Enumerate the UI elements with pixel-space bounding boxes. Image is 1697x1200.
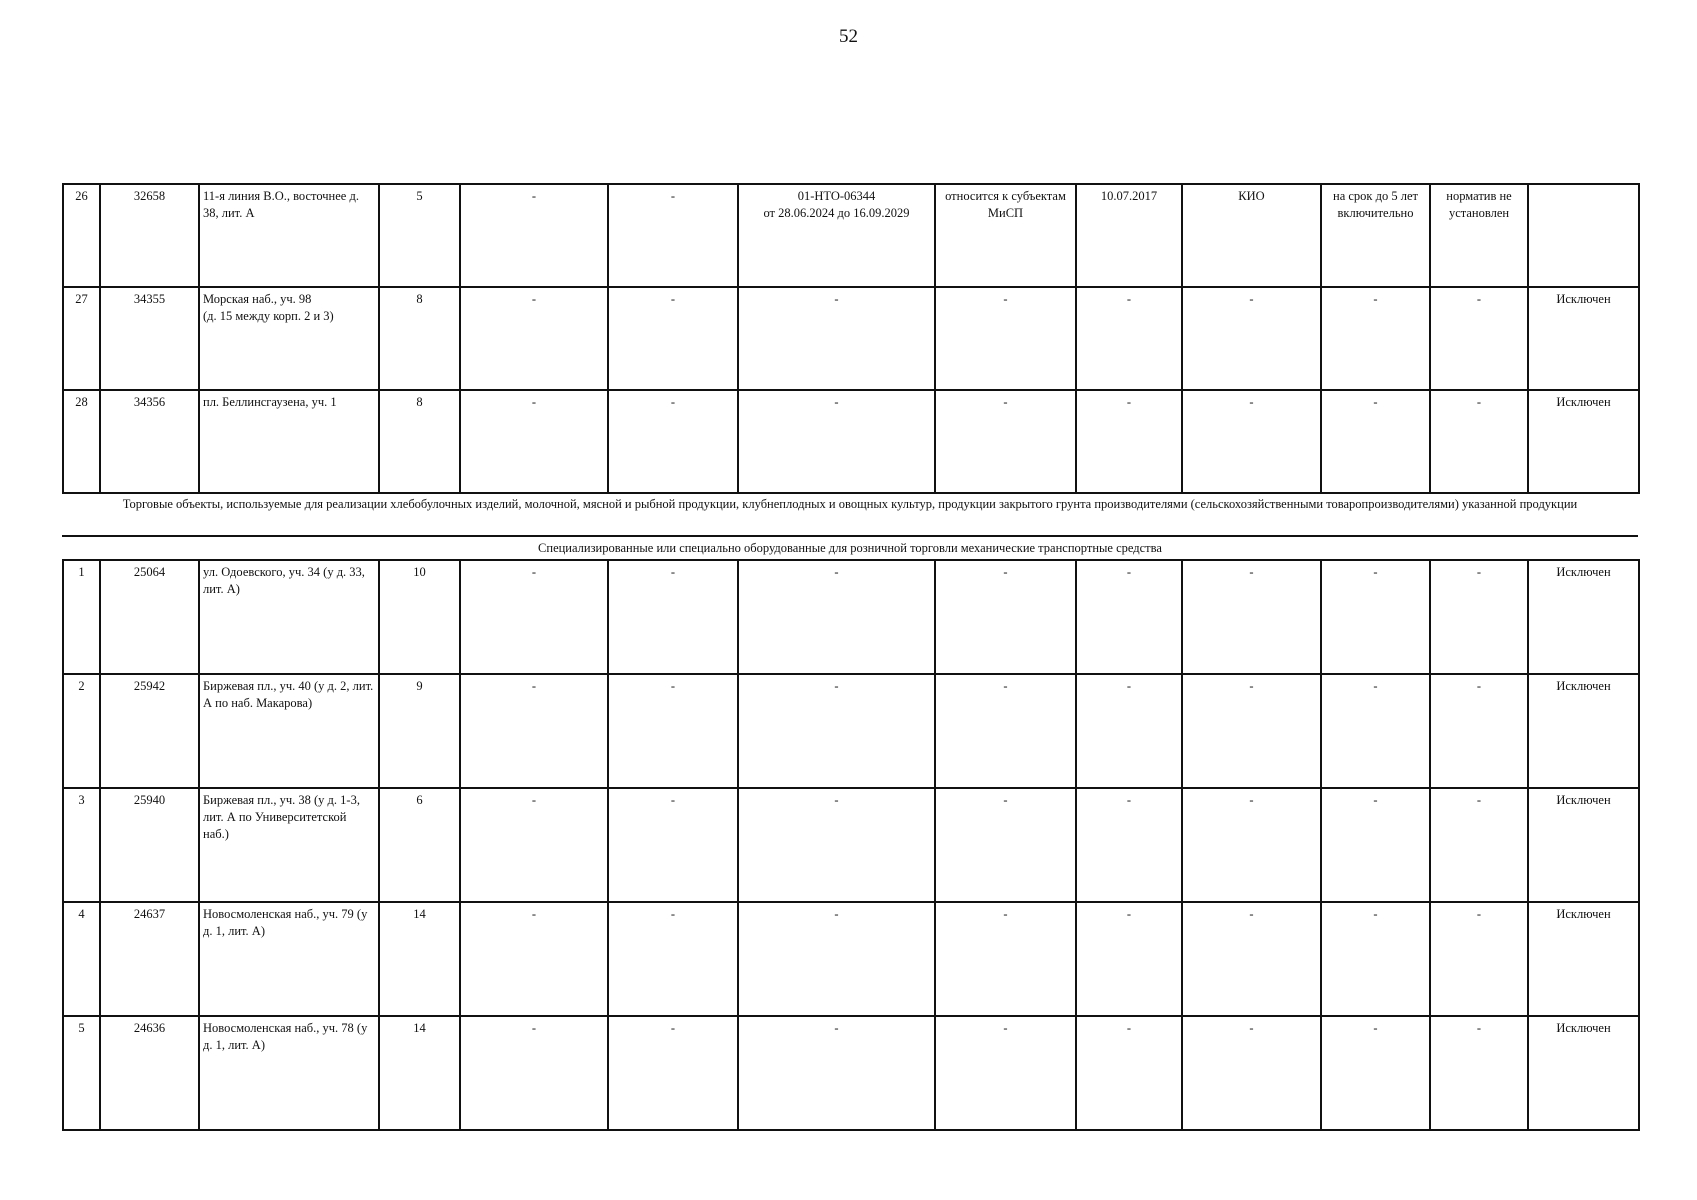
term-cell: - xyxy=(1321,1016,1430,1130)
area-cell: 14 xyxy=(379,1016,460,1130)
status-cell: Исключен xyxy=(1528,390,1639,493)
row-number-cell: 26 xyxy=(63,184,100,287)
status-cell: Исключен xyxy=(1528,1016,1639,1130)
address-cell: Биржевая пл., уч. 38 (у д. 1-3, лит. А по Университетской наб.) xyxy=(199,788,379,902)
category-cell: относится к субъектам МиСП xyxy=(935,184,1076,287)
area-cell: 5 xyxy=(379,184,460,287)
status-cell: Исключен xyxy=(1528,560,1639,674)
section-title: Торговые объекты, используемые для реализации хлебобулочных изделий, молочной, мясной и рыбной продукции, клубнеплодных и овощных культур, продукции закрытого грунта производителями (сельскохозяйственными товаропроизводителями) указанной продукции xyxy=(122,497,1578,511)
column-5-cell: - xyxy=(460,788,608,902)
authority-cell: КИО xyxy=(1182,184,1321,287)
category-cell: - xyxy=(935,674,1076,788)
row-number-cell: 28 xyxy=(63,390,100,493)
object-code-cell: 24637 xyxy=(100,902,199,1016)
object-code-cell: 24636 xyxy=(100,1016,199,1130)
object-code-cell: 25942 xyxy=(100,674,199,788)
category-cell: - xyxy=(935,390,1076,493)
status-cell: Исключен xyxy=(1528,287,1639,390)
contract-cell: - xyxy=(738,902,935,1016)
object-code-cell: 34355 xyxy=(100,287,199,390)
row-number-cell: 2 xyxy=(63,674,100,788)
column-5-cell: - xyxy=(460,287,608,390)
area-cell: 9 xyxy=(379,674,460,788)
date-cell: - xyxy=(1076,674,1182,788)
term-cell: - xyxy=(1321,674,1430,788)
table-row xyxy=(63,390,1639,493)
column-5-cell: - xyxy=(460,560,608,674)
category-cell: - xyxy=(935,788,1076,902)
contract-cell: - xyxy=(738,390,935,493)
row-number-cell: 3 xyxy=(63,788,100,902)
date-cell: - xyxy=(1076,1016,1182,1130)
table-row xyxy=(63,287,1639,390)
date-cell: 10.07.2017 xyxy=(1076,184,1182,287)
address-cell: 11-я линия В.О., восточнее д. 38, лит. А xyxy=(199,184,379,287)
column-6-cell: - xyxy=(608,674,738,788)
norm-cell: норматив не установлен xyxy=(1430,184,1528,287)
column-6-cell: - xyxy=(608,1016,738,1130)
column-5-cell: - xyxy=(460,184,608,287)
term-cell: - xyxy=(1321,788,1430,902)
norm-cell: - xyxy=(1430,1016,1528,1130)
status-cell: Исключен xyxy=(1528,788,1639,902)
column-6-cell: - xyxy=(608,560,738,674)
table-upper xyxy=(62,183,1638,494)
contract-cell: - xyxy=(738,788,935,902)
table-row xyxy=(63,560,1639,674)
date-cell: - xyxy=(1076,788,1182,902)
table-lower-body xyxy=(63,560,1639,1130)
table-lower xyxy=(62,559,1638,1131)
area-cell: 8 xyxy=(379,287,460,390)
section-divider xyxy=(62,535,1638,537)
category-cell: - xyxy=(935,902,1076,1016)
term-cell: - xyxy=(1321,560,1430,674)
contract-cell: - xyxy=(738,287,935,390)
address-cell: Морская наб., уч. 98 (д. 15 между корп. 2 и 3) xyxy=(199,287,379,390)
status-cell: Исключен xyxy=(1528,674,1639,788)
contract-cell: - xyxy=(738,560,935,674)
term-cell: - xyxy=(1321,287,1430,390)
table-upper-grid xyxy=(62,183,1640,494)
area-cell: 14 xyxy=(379,902,460,1016)
table-upper-body xyxy=(63,184,1639,493)
row-number-cell: 4 xyxy=(63,902,100,1016)
date-cell: - xyxy=(1076,902,1182,1016)
date-cell: - xyxy=(1076,560,1182,674)
contract-cell: 01-НТО-06344 от 28.06.2024 до 16.09.2029 xyxy=(738,184,935,287)
status-cell xyxy=(1528,184,1639,287)
contract-cell: - xyxy=(738,1016,935,1130)
area-cell: 10 xyxy=(379,560,460,674)
column-5-cell: - xyxy=(460,1016,608,1130)
norm-cell: - xyxy=(1430,788,1528,902)
norm-cell: - xyxy=(1430,902,1528,1016)
object-code-cell: 32658 xyxy=(100,184,199,287)
object-code-cell: 25064 xyxy=(100,560,199,674)
column-6-cell: - xyxy=(608,287,738,390)
column-6-cell: - xyxy=(608,184,738,287)
address-cell: Биржевая пл., уч. 40 (у д. 2, лит. А по наб. Макарова) xyxy=(199,674,379,788)
address-cell: ул. Одоевского, уч. 34 (у д. 33, лит. А) xyxy=(199,560,379,674)
area-cell: 8 xyxy=(379,390,460,493)
row-number-cell: 27 xyxy=(63,287,100,390)
category-cell: - xyxy=(935,1016,1076,1130)
table-row xyxy=(63,184,1639,287)
table-row xyxy=(63,674,1639,788)
table-row xyxy=(63,902,1639,1016)
authority-cell: - xyxy=(1182,788,1321,902)
date-cell: - xyxy=(1076,390,1182,493)
address-cell: Новосмоленская наб., уч. 78 (у д. 1, лит. А) xyxy=(199,1016,379,1130)
column-6-cell: - xyxy=(608,390,738,493)
norm-cell: - xyxy=(1430,560,1528,674)
norm-cell: - xyxy=(1430,674,1528,788)
norm-cell: - xyxy=(1430,390,1528,493)
object-code-cell: 25940 xyxy=(100,788,199,902)
area-cell: 6 xyxy=(379,788,460,902)
column-6-cell: - xyxy=(608,902,738,1016)
authority-cell: - xyxy=(1182,287,1321,390)
status-cell: Исключен xyxy=(1528,902,1639,1016)
authority-cell: - xyxy=(1182,560,1321,674)
authority-cell: - xyxy=(1182,674,1321,788)
authority-cell: - xyxy=(1182,902,1321,1016)
section-subtitle: Специализированные или специально оборудованные для розничной торговли механические транспортные средства xyxy=(538,541,1162,555)
term-cell: - xyxy=(1321,390,1430,493)
authority-cell: - xyxy=(1182,390,1321,493)
address-cell: Новосмоленская наб., уч. 79 (у д. 1, лит. А) xyxy=(199,902,379,1016)
address-cell: пл. Беллинсгаузена, уч. 1 xyxy=(199,390,379,493)
authority-cell: - xyxy=(1182,1016,1321,1130)
column-5-cell: - xyxy=(460,674,608,788)
table-row xyxy=(63,788,1639,902)
row-number-cell: 5 xyxy=(63,1016,100,1130)
category-cell: - xyxy=(935,560,1076,674)
column-5-cell: - xyxy=(460,390,608,493)
term-cell: - xyxy=(1321,902,1430,1016)
contract-cell: - xyxy=(738,674,935,788)
table-row xyxy=(63,1016,1639,1130)
column-6-cell: - xyxy=(608,788,738,902)
page-number: 52 xyxy=(839,26,858,47)
term-cell: на срок до 5 лет включительно xyxy=(1321,184,1430,287)
column-5-cell: - xyxy=(460,902,608,1016)
date-cell: - xyxy=(1076,287,1182,390)
category-cell: - xyxy=(935,287,1076,390)
table-lower-grid xyxy=(62,559,1640,1131)
object-code-cell: 34356 xyxy=(100,390,199,493)
norm-cell: - xyxy=(1430,287,1528,390)
row-number-cell: 1 xyxy=(63,560,100,674)
